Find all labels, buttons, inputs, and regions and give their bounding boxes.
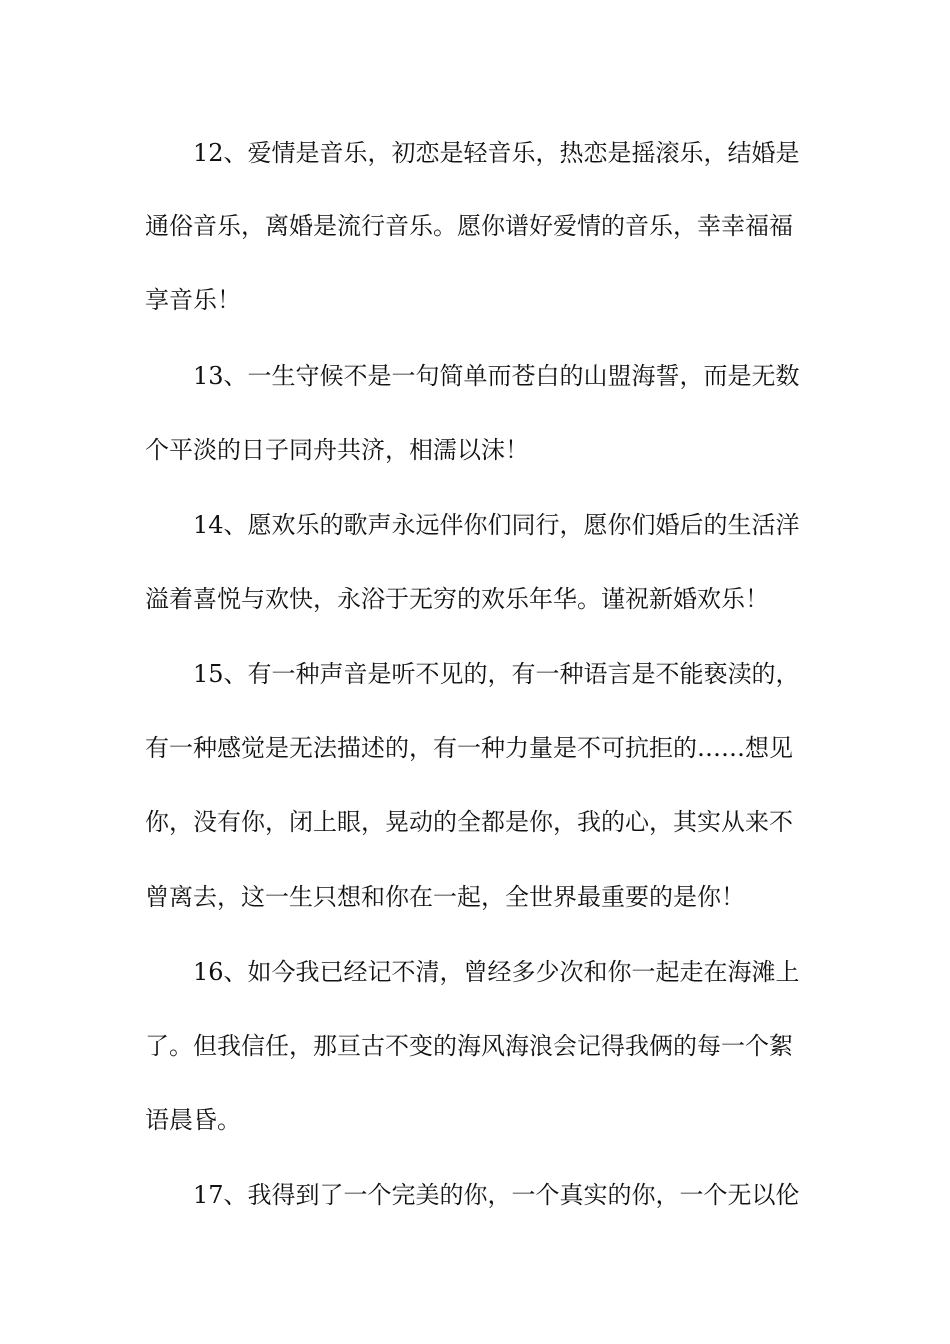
paragraph-16-line-1: 16、如今我已经记不清，曾经多少次和你一起走在海滩上	[193, 958, 800, 986]
paragraph-13-line-1: 13、一生守候不是一句简单而苍白的山盟海誓，而是无数	[193, 362, 800, 390]
paragraph-13-line-2: 个平淡的日子同舟共济，相濡以沫！	[145, 436, 529, 464]
paragraph-17-line-1: 17、我得到了一个完美的你，一个真实的你，一个无以伦	[193, 1181, 800, 1209]
paragraph-15-line-3: 你，没有你，闭上眼，晃动的全都是你，我的心，其实从来不	[145, 808, 793, 836]
paragraph-14-line-1: 14、愿欢乐的歌声永远伴你们同行，愿你们婚后的生活洋	[193, 511, 800, 539]
paragraph-16-line-2: 了。但我信任，那亘古不变的海风海浪会记得我俩的每一个絮	[145, 1032, 793, 1060]
paragraph-15-line-1: 15、有一种声音是听不见的，有一种语言是不能亵渎的，	[193, 660, 800, 688]
paragraph-12-line-3: 享音乐！	[145, 286, 241, 314]
paragraph-14-line-2: 溢着喜悦与欢快，永浴于无穷的欢乐年华。谨祝新婚欢乐！	[145, 585, 769, 613]
paragraph-15-line-2: 有一种感觉是无法描述的，有一种力量是不可抗拒的……想见	[145, 734, 793, 762]
paragraph-12-line-2: 通俗音乐，离婚是流行音乐。愿你谱好爱情的音乐，幸幸福福	[145, 212, 793, 240]
paragraph-15-line-4: 曾离去，这一生只想和你在一起，全世界最重要的是你！	[145, 883, 745, 911]
paragraph-12-line-1: 12、爱情是音乐，初恋是轻音乐，热恋是摇滚乐，结婚是	[193, 139, 800, 167]
paragraph-16-line-3: 语晨昏。	[145, 1106, 241, 1134]
